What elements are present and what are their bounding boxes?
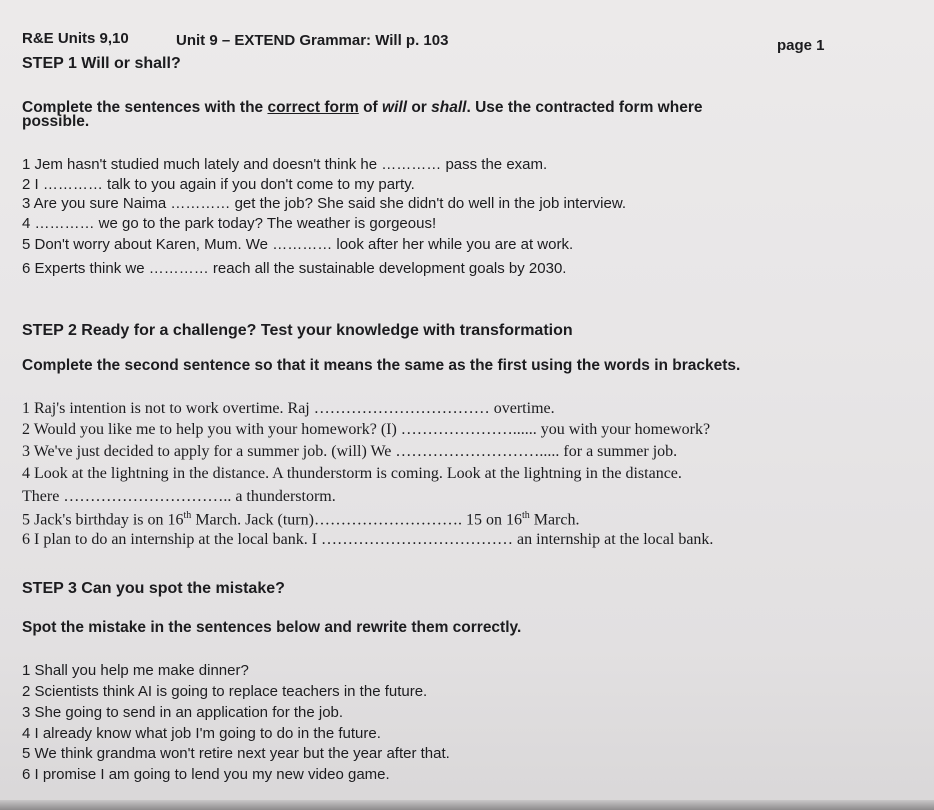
step3-item: 4 I already know what job I'm going to do in the future. [22,725,381,742]
unit-title: Unit 9 – EXTEND Grammar: Will p. 103 [176,32,449,49]
step3-title: STEP 3 Can you spot the mistake? [22,580,285,597]
instruction-text: of [358,99,383,116]
item-text: 3 Are you sure Naima [22,195,171,212]
units-label: R&E Units 9,10 [22,30,129,47]
item-text: 3 We've just decided to apply for a summer job. (will) We [22,443,396,460]
step1-instruction [22,99,702,117]
instruction-text: . Use the contracted form where [466,99,703,116]
item-text: we go to the park today? The weather is gorgeous! [94,215,437,232]
item-text: reach all the sustainable development goals by 2030. [208,260,567,277]
step3-item: 5 We think grandma won't retire next year but the year after that. [22,745,450,762]
step3-item: 1 Shall you help me make dinner? [22,662,249,679]
item-text: a thunderstorm. [231,488,336,505]
step1-title: STEP 1 Will or shall? [22,55,181,72]
step3-item: 6 I promise I am going to lend you my new video game. [22,766,390,783]
item-text: pass the exam. [441,156,548,173]
step2-item [22,421,710,439]
item-text: 6 I plan to do an internship at the local bank. I [22,531,322,548]
item-text: look after her while you are at work. [332,236,574,253]
item-text: 2 I [22,176,43,193]
item-text: 5 Jack's birthday is on 16 [22,511,184,529]
answer-blank[interactable]: ………… [381,156,442,173]
answer-blank[interactable]: ………… [272,236,333,253]
step2-item [22,488,336,506]
item-text: an internship at the local bank. [513,531,714,548]
step2-item [22,510,579,529]
answer-blank[interactable]: ………………………..... [395,443,560,460]
step1-item [22,260,566,277]
item-text: March. [529,511,580,529]
item-text: March. Jack (turn) [191,511,314,529]
answer-blank[interactable]: ………… [170,195,231,212]
item-text: 15 on 16 [461,511,522,529]
item-text: 6 Experts think we [22,260,149,277]
item-text: 1 Raj's intention is not to work overtime. Raj [22,400,314,417]
item-text: 5 Don't worry about Karen, Mum. We [22,236,273,253]
answer-blank[interactable]: ……………………………… [321,531,514,548]
step1-item [22,195,626,212]
instruction-will: will [382,99,408,116]
item-text: get the job? She said she didn't do well in the job interview. [230,195,627,212]
step1-item [22,156,547,173]
item-text: talk to you again if you don't come to my party. [102,176,415,193]
answer-blank[interactable]: …………………...... [400,421,537,438]
step3-item: 3 She going to send in an application for the job. [22,704,344,721]
instruction-text: or [407,99,432,116]
instruction-text: Complete the sentences with the [22,99,268,116]
step1-item [22,176,415,193]
step2-item: 4 Look at the lightning in the distance. A thunderstorm is coming. Look at the lightning in the distance. [22,465,682,482]
step2-item [22,443,677,461]
step2-title: STEP 2 Ready for a challenge? Test your knowledge with transformation [22,322,573,339]
item-text: you with your homework? [536,421,711,438]
item-text: 4 [22,215,35,232]
item-text: There [22,488,64,505]
step1-item [22,236,573,253]
instruction-shall: shall [431,99,467,116]
answer-blank[interactable]: …………………………… [313,400,490,417]
page-number: page 1 [777,37,825,54]
step2-item [22,400,555,418]
item-text: overtime. [489,400,555,417]
page-shadow-edge [0,800,934,810]
answer-blank[interactable]: ………… [42,176,103,193]
answer-blank[interactable]: ………………………. [313,511,462,529]
step2-instruction: Complete the second sentence so that it means the same as the first using the words in brackets. [22,357,741,374]
item-text: 2 Would you like me to help you with your homework? (I) [22,421,401,438]
step1-item [22,215,436,232]
instruction-emphasis: correct form [267,99,359,116]
step3-item: 2 Scientists think AI is going to replace teachers in the future. [22,683,428,700]
answer-blank[interactable]: ………… [148,260,209,277]
superscript: th [521,510,530,521]
step1-instruction-cont: possible. [22,113,90,130]
step3-instruction: Spot the mistake in the sentences below and rewrite them correctly. [22,619,522,636]
item-text: for a summer job. [559,443,678,460]
answer-blank[interactable]: ………… [34,215,95,232]
answer-blank[interactable]: ………………………….. [63,488,232,505]
item-text: 1 Jem hasn't studied much lately and doesn't think he [22,156,382,173]
superscript: th [183,510,192,521]
step2-item [22,531,713,549]
